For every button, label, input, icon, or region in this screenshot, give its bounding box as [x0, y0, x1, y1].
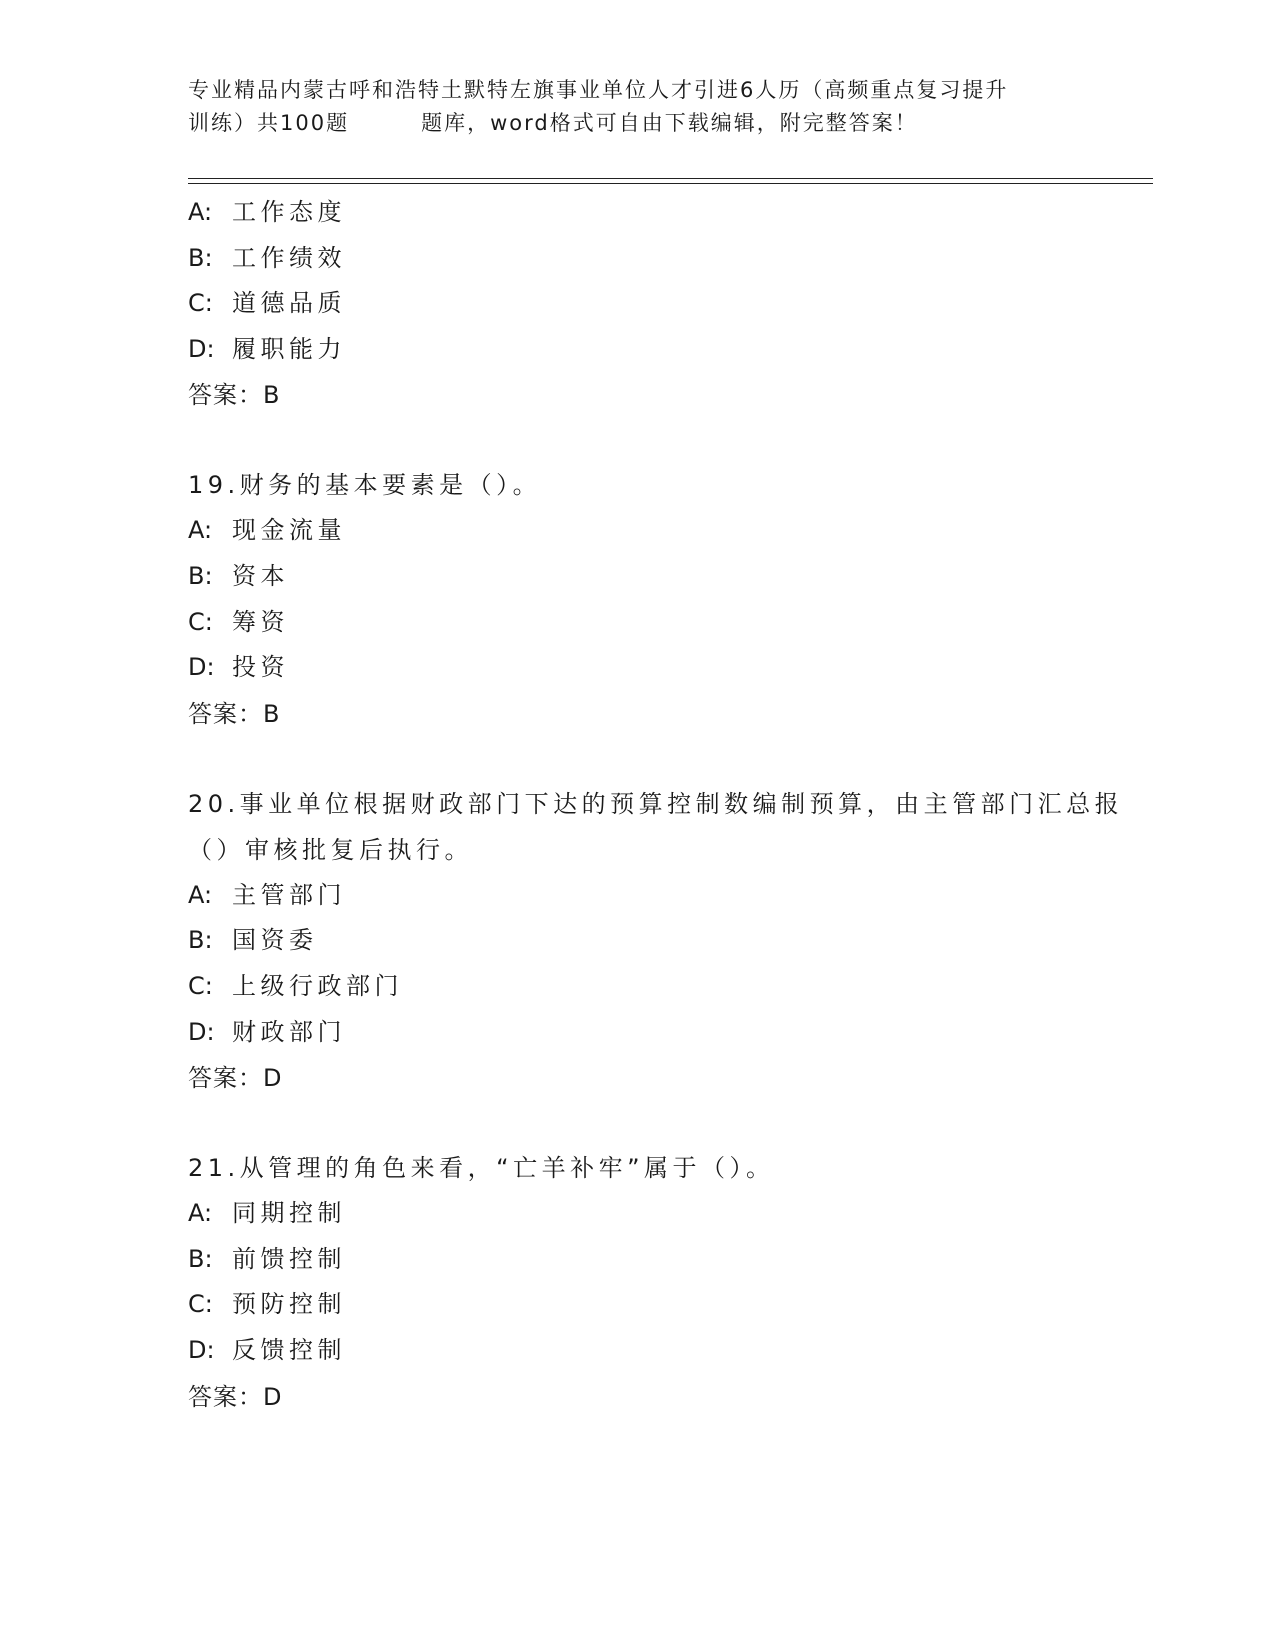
option-text: 预防控制 — [232, 1290, 346, 1319]
option-text: 履职能力 — [232, 334, 346, 363]
option-a — [188, 190, 1153, 236]
answer-line — [188, 1374, 1153, 1420]
option-text: 财政部门 — [232, 1017, 346, 1046]
header-divider-top — [188, 178, 1153, 179]
header-line-2 — [188, 107, 1088, 140]
option-b — [188, 1237, 1153, 1283]
option-letter: A: — [188, 516, 213, 545]
option-d — [188, 1328, 1153, 1374]
option-text: 投资 — [232, 653, 289, 682]
answer-label: 答案： — [188, 699, 263, 728]
question-block — [188, 781, 1153, 1101]
answer-value: B — [263, 381, 280, 410]
option-text: 前馈控制 — [232, 1244, 346, 1273]
answer-value: B — [263, 699, 280, 728]
option-letter: D: — [188, 1017, 215, 1046]
option-letter: C: — [188, 971, 213, 1000]
option-letter: D: — [188, 653, 215, 682]
answer-line — [188, 1055, 1153, 1101]
question-text: 21.从管理的角色来看，“亡羊补牢”属于（）。 — [188, 1154, 775, 1183]
question-text: 19.财务的基本要素是（）。 — [188, 471, 542, 500]
option-letter: B: — [188, 243, 213, 272]
option-c — [188, 1282, 1153, 1328]
option-letter: C: — [188, 1290, 213, 1319]
option-text: 主管部门 — [232, 880, 346, 909]
option-b — [188, 554, 1153, 600]
header-line-2-part-1: 训练）共100题 — [188, 111, 350, 135]
option-letter: D: — [188, 334, 215, 363]
option-text: 道德品质 — [232, 289, 346, 318]
answer-value: D — [263, 1382, 282, 1411]
option-letter: A: — [188, 198, 213, 226]
option-text: 同期控制 — [232, 1199, 346, 1228]
option-c — [188, 964, 1153, 1010]
option-c — [188, 281, 1153, 327]
option-text: 国资委 — [232, 926, 318, 955]
answer-label: 答案： — [188, 1064, 263, 1093]
option-d — [188, 645, 1153, 691]
option-text: 现金流量 — [232, 516, 346, 545]
option-letter: C: — [188, 289, 213, 318]
document-header — [188, 74, 1088, 140]
answer-label: 答案： — [188, 381, 263, 410]
option-d — [188, 327, 1153, 373]
option-a — [188, 508, 1153, 554]
answer-value: D — [263, 1064, 282, 1093]
option-c — [188, 600, 1153, 646]
option-b — [188, 236, 1153, 282]
header-divider-bottom — [188, 183, 1153, 184]
question-list — [188, 190, 1153, 1464]
option-letter: B: — [188, 1244, 213, 1273]
option-letter: C: — [188, 607, 213, 636]
option-text: 工作绩效 — [232, 243, 346, 272]
option-a — [188, 1191, 1153, 1237]
option-letter: A: — [188, 880, 213, 909]
option-text: 上级行政部门 — [232, 971, 403, 1000]
question-block — [188, 462, 1153, 736]
header-line-1: 专业精品内蒙古呼和浩特土默特左旗事业单位人才引进6人历（高频重点复习提升 — [188, 78, 1009, 102]
option-letter: B: — [188, 561, 213, 590]
header-line-2-part-2: 题库，word格式可自由下载编辑，附完整答案！ — [421, 111, 918, 135]
answer-label: 答案： — [188, 1382, 263, 1411]
option-letter: A: — [188, 1199, 213, 1228]
option-text: 筹资 — [232, 607, 289, 636]
option-letter: B: — [188, 926, 213, 955]
option-d — [188, 1010, 1153, 1056]
question-block — [188, 1145, 1153, 1419]
option-b — [188, 918, 1153, 964]
answer-line — [188, 372, 1153, 418]
answer-line — [188, 691, 1153, 737]
option-letter: D: — [188, 1335, 215, 1364]
option-text: 反馈控制 — [232, 1335, 346, 1364]
option-text: 资本 — [232, 561, 289, 590]
option-text: 工作态度 — [232, 198, 346, 226]
question-block — [188, 190, 1153, 418]
question-text: 20.事业单位根据财政部门下达的预算控制数编制预算，由主管部门汇总报（）审核批复后执行。 — [188, 789, 1124, 864]
option-a — [188, 873, 1153, 919]
